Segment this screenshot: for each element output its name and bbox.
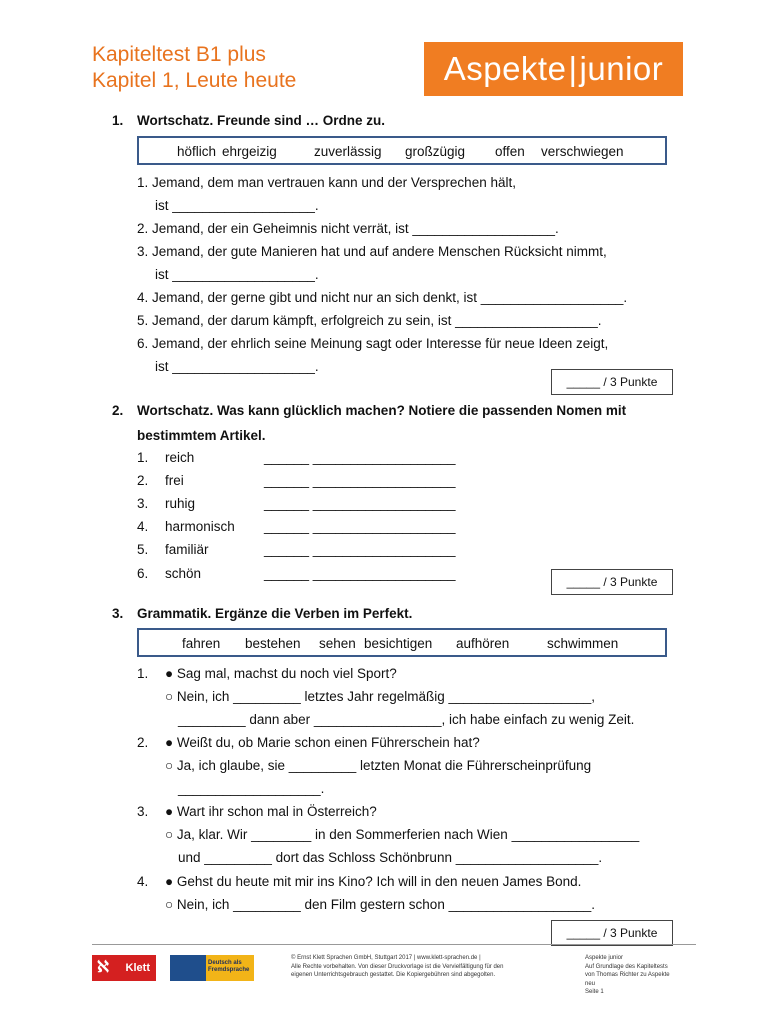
page-title-line-1: Kapiteltest B1 plus <box>92 43 266 66</box>
section-2-heading <box>112 403 626 418</box>
daf-logo-label <box>206 955 254 981</box>
word-box-item: zuverlässig <box>314 144 382 159</box>
dialogue-number: 3. <box>137 804 149 819</box>
credit-line-1: Aspekte junior <box>585 955 624 961</box>
dialogue-line: und _________ dort das Schloss Schönbrunn ___________________. <box>178 850 603 865</box>
daf-logo <box>170 955 254 981</box>
logo-separator: | <box>568 50 578 87</box>
word-box-item: besichtigen <box>364 636 433 651</box>
list-item-number: 6. <box>137 566 149 581</box>
klett-k-icon: ℵ <box>97 959 109 976</box>
dialogue-line: ___________________. <box>178 781 325 796</box>
word-box-item: höflich <box>177 144 217 159</box>
exercise-line: 6. Jemand, der ehrlich seine Meinung sagt oder Interesse für neue Ideen zeigt, <box>137 336 609 351</box>
page-title-line-2: Kapitel 1, Leute heute <box>92 69 297 92</box>
word-box-item: offen <box>495 144 525 159</box>
list-item-number: 1. <box>137 450 149 465</box>
klett-logo-text: Klett <box>125 962 150 974</box>
section-3-score-box: _____ / 3 Punkte <box>551 920 673 946</box>
word-box-item: schwimmen <box>547 636 619 651</box>
dialogue-line: ○ Ja, ich glaube, sie _________ letzten Monat die Führerscheinprüfung <box>165 758 592 773</box>
dialogue-line: ● Wart ihr schon mal in Österreich? <box>165 804 377 819</box>
list-item-word: reich <box>165 450 195 465</box>
list-item-blank: ______ ___________________ <box>264 450 456 465</box>
exercise-line: ist ___________________. <box>155 359 319 374</box>
list-item-number: 4. <box>137 519 149 534</box>
word-box-item: großzügig <box>405 144 466 159</box>
word-box-item: fahren <box>182 636 221 651</box>
dialogue-line: ● Sag mal, machst du noch viel Sport? <box>165 666 397 681</box>
list-item-word: harmonisch <box>165 519 235 534</box>
credit-line-4: neu <box>585 980 596 987</box>
copyright-line-3: eigenen Unterrichtsgebrauch gestattet. Die Kopiergebühren sind abgegolten. <box>291 972 496 978</box>
credit-line-2: Auf Grundlage des Kapiteltests <box>585 963 668 970</box>
word-box-item: sehen <box>319 636 356 651</box>
dialogue-line: ● Gehst du heute mit mir ins Kino? Ich will in den neuen James Bond. <box>165 874 582 889</box>
section-1-word-box <box>137 136 667 165</box>
dialogue-number: 1. <box>137 666 149 681</box>
list-item-word: schön <box>165 566 202 581</box>
list-item-blank: ______ ___________________ <box>264 542 456 557</box>
dialogue-line: ○ Nein, ich _________ den Film gestern schon ___________________. <box>165 897 595 912</box>
copyright-text <box>291 954 503 980</box>
credit-text <box>585 954 670 997</box>
word-box-item: aufhören <box>456 636 510 651</box>
copyright-line-1: © Ernst Klett Sprachen GmbH, Stuttgart 2017 | www.klett-sprachen.de | <box>291 955 481 961</box>
section-3-title: Grammatik. Ergänze die Verben im Perfekt. <box>137 606 413 621</box>
list-item-blank: ______ ___________________ <box>264 473 456 488</box>
word-box-item: ehrgeizig <box>222 144 277 159</box>
section-1-score-box: _____ / 3 Punkte <box>551 369 673 395</box>
aspekte-junior-logo <box>424 42 683 96</box>
logo-text-right: junior <box>579 50 664 87</box>
exercise-line: 2. Jemand, der ein Geheimnis nicht verrät, ist ___________________. <box>137 221 559 236</box>
dialogue-number: 4. <box>137 874 149 889</box>
list-item-word: frei <box>165 473 184 488</box>
list-item-word: ruhig <box>165 496 196 511</box>
exercise-line: 1. Jemand, dem man vertrauen kann und der Versprechen hält, <box>137 175 516 190</box>
dialogue-line: ○ Ja, klar. Wir ________ in den Sommerferien nach Wien _________________ <box>165 827 640 842</box>
dialogue-line: _________ dann aber _________________, ich habe einfach zu wenig Zeit. <box>178 712 635 727</box>
exercise-line: 4. Jemand, der gerne gibt und nicht nur an sich denkt, ist ___________________. <box>137 290 628 305</box>
section-3-word-box <box>137 628 667 657</box>
word-box-item: bestehen <box>245 636 301 651</box>
section-1-number: 1. <box>112 113 124 128</box>
section-3-heading <box>112 606 412 621</box>
daf-label-line-1: Deutsch als <box>208 960 242 966</box>
exercise-line: 3. Jemand, der gute Manieren hat und auf andere Menschen Rücksicht nimmt, <box>137 244 607 259</box>
section-1-heading <box>112 113 385 128</box>
list-item-blank: ______ ___________________ <box>264 496 456 511</box>
dialogue-number: 2. <box>137 735 149 750</box>
logo-text-left: Aspekte <box>443 50 567 87</box>
list-item-number: 5. <box>137 542 149 557</box>
exercise-line: ist ___________________. <box>155 267 319 282</box>
exercise-line: 5. Jemand, der darum kämpft, erfolgreich zu sein, ist ___________________. <box>137 313 602 328</box>
list-item-blank: ______ ___________________ <box>264 519 456 534</box>
section-2-score-box: _____ / 3 Punkte <box>551 569 673 595</box>
klett-logo <box>92 955 156 981</box>
exercise-line: ist ___________________. <box>155 198 319 213</box>
dialogue-line: ○ Nein, ich _________ letztes Jahr regelmäßig ___________________, <box>165 689 595 704</box>
list-item-number: 2. <box>137 473 149 488</box>
footer-divider <box>92 944 696 945</box>
list-item-blank: ______ ___________________ <box>264 566 456 581</box>
copyright-line-2: Alle Rechte vorbehalten. Von dieser Druckvorlage ist die Vervielfältigung für den <box>291 963 504 970</box>
page-number: Seite 1 <box>585 989 604 995</box>
dialogue-line: ● Weißt du, ob Marie schon einen Führerschein hat? <box>165 735 480 750</box>
section-3-number: 3. <box>112 606 124 621</box>
section-2-title-line-1: Wortschatz. Was kann glücklich machen? Notiere die passenden Nomen mit <box>137 403 627 418</box>
list-item-number: 3. <box>137 496 149 511</box>
credit-line-3: von Thomas Richter zu Aspekte <box>585 972 670 978</box>
section-2-title-line-2: bestimmtem Artikel. <box>137 428 266 443</box>
word-box-item: verschwiegen <box>541 144 624 159</box>
section-2-number: 2. <box>112 403 124 418</box>
section-1-title: Wortschatz. Freunde sind … Ordne zu. <box>137 113 386 128</box>
list-item-word: familiär <box>165 542 209 557</box>
daf-label-line-2: Fremdsprache <box>208 967 250 973</box>
